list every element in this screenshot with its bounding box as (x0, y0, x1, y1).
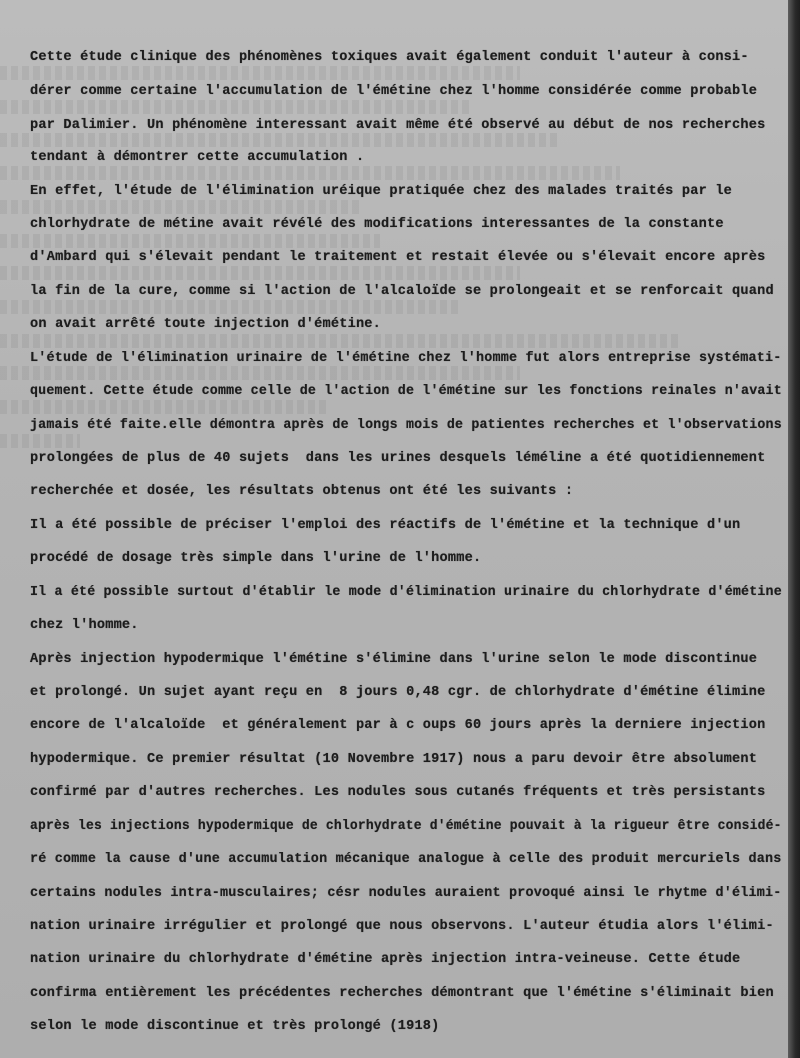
text-line: chlorhydrate de métine avait révélé des modifications interessantes de la constante (30, 217, 724, 232)
text-line: ré comme la cause d'une accumulation mécanique analogue à celle des produit mercuriels dans (30, 852, 782, 867)
text-line: chez l'homme. (30, 618, 139, 633)
text-line: Cette étude clinique des phénomènes toxiques avait également conduit l'auteur à consi- (30, 50, 749, 65)
text-line: et prolongé. Un sujet ayant reçu en 8 jours 0,48 cgr. de chlorhydrate d'émétine élimine (30, 685, 766, 700)
text-line: encore de l'alcaloïde et généralement par à c oups 60 jours après la derniere injection (30, 718, 766, 733)
text-line: quement. Cette étude comme celle de l'action de l'émétine sur les fonctions reinales n'avait (30, 384, 782, 399)
text-line: nation urinaire du chlorhydrate d'émétine après injection intra-veineuse. Cette étude (30, 952, 741, 967)
text-line: L'étude de l'élimination urinaire de l'émétine chez l'homme fut alors entreprise systémati- (30, 351, 782, 366)
text-line: la fin de la cure, comme si l'action de l'alcaloïde se prolongeait et se renforcait quand (30, 284, 774, 299)
text-line: recherchée et dosée, les résultats obtenus ont été les suivants : (30, 484, 574, 499)
text-line: hypodermique. Ce premier résultat (10 Novembre 1917) nous a paru devoir être absolument (30, 752, 758, 767)
text-line: prolongées de plus de 40 sujets dans les urines desquels léméline a été quotidiennement (30, 451, 766, 466)
text-line: procédé de dosage très simple dans l'urine de l'homme. (30, 551, 482, 566)
text-line: selon le mode discontinue et très prolongé (1918) (30, 1019, 440, 1034)
text-line: confirmé par d'autres recherches. Les nodules sous cutanés fréquents et très persistants (30, 785, 766, 800)
text-line: après les injections hypodermique de chlorhydrate d'émétine pouvait à la rigueur être considé- (30, 819, 782, 834)
text-line: Après injection hypodermique l'émétine s'élimine dans l'urine selon le mode discontinue (30, 652, 758, 667)
text-line: nation urinaire irrégulier et prolongé que nous observons. L'auteur étudia alors l'élimi- (30, 919, 774, 934)
scan-edge (788, 0, 800, 1058)
text-line: dérer comme certaine l'accumulation de l'émétine chez l'homme considérée comme probable (30, 84, 758, 99)
text-line: d'Ambard qui s'élevait pendant le traitement et restait élevée ou s'élevait encore après (30, 250, 766, 265)
text-line: Il a été possible surtout d'établir le mode d'élimination urinaire du chlorhydrate d'émétine (30, 585, 782, 600)
text-line: jamais été faite.elle démontra après de longs mois de patientes recherches et l'observations (30, 418, 782, 433)
text-line: certains nodules intra-musculaires; césr nodules auraient provoqué ainsi le rhytme d'élimi- (30, 886, 782, 901)
text-line: tendant à démontrer cette accumulation . (30, 150, 365, 165)
text-line: par Dalimier. Un phénomène interessant avait même été observé au début de nos recherches (30, 118, 766, 133)
text-line: on avait arrêté toute injection d'émétine. (30, 317, 382, 332)
text-line: En effet, l'étude de l'élimination uréique pratiquée chez des malades traités par le (30, 184, 733, 199)
text-line: confirma entièrement les précédentes recherches démontrant que l'émétine s'éliminait bien (30, 986, 774, 1001)
text-line: Il a été possible de préciser l'emploi des réactifs de l'émétine et la technique d'un (30, 518, 741, 533)
